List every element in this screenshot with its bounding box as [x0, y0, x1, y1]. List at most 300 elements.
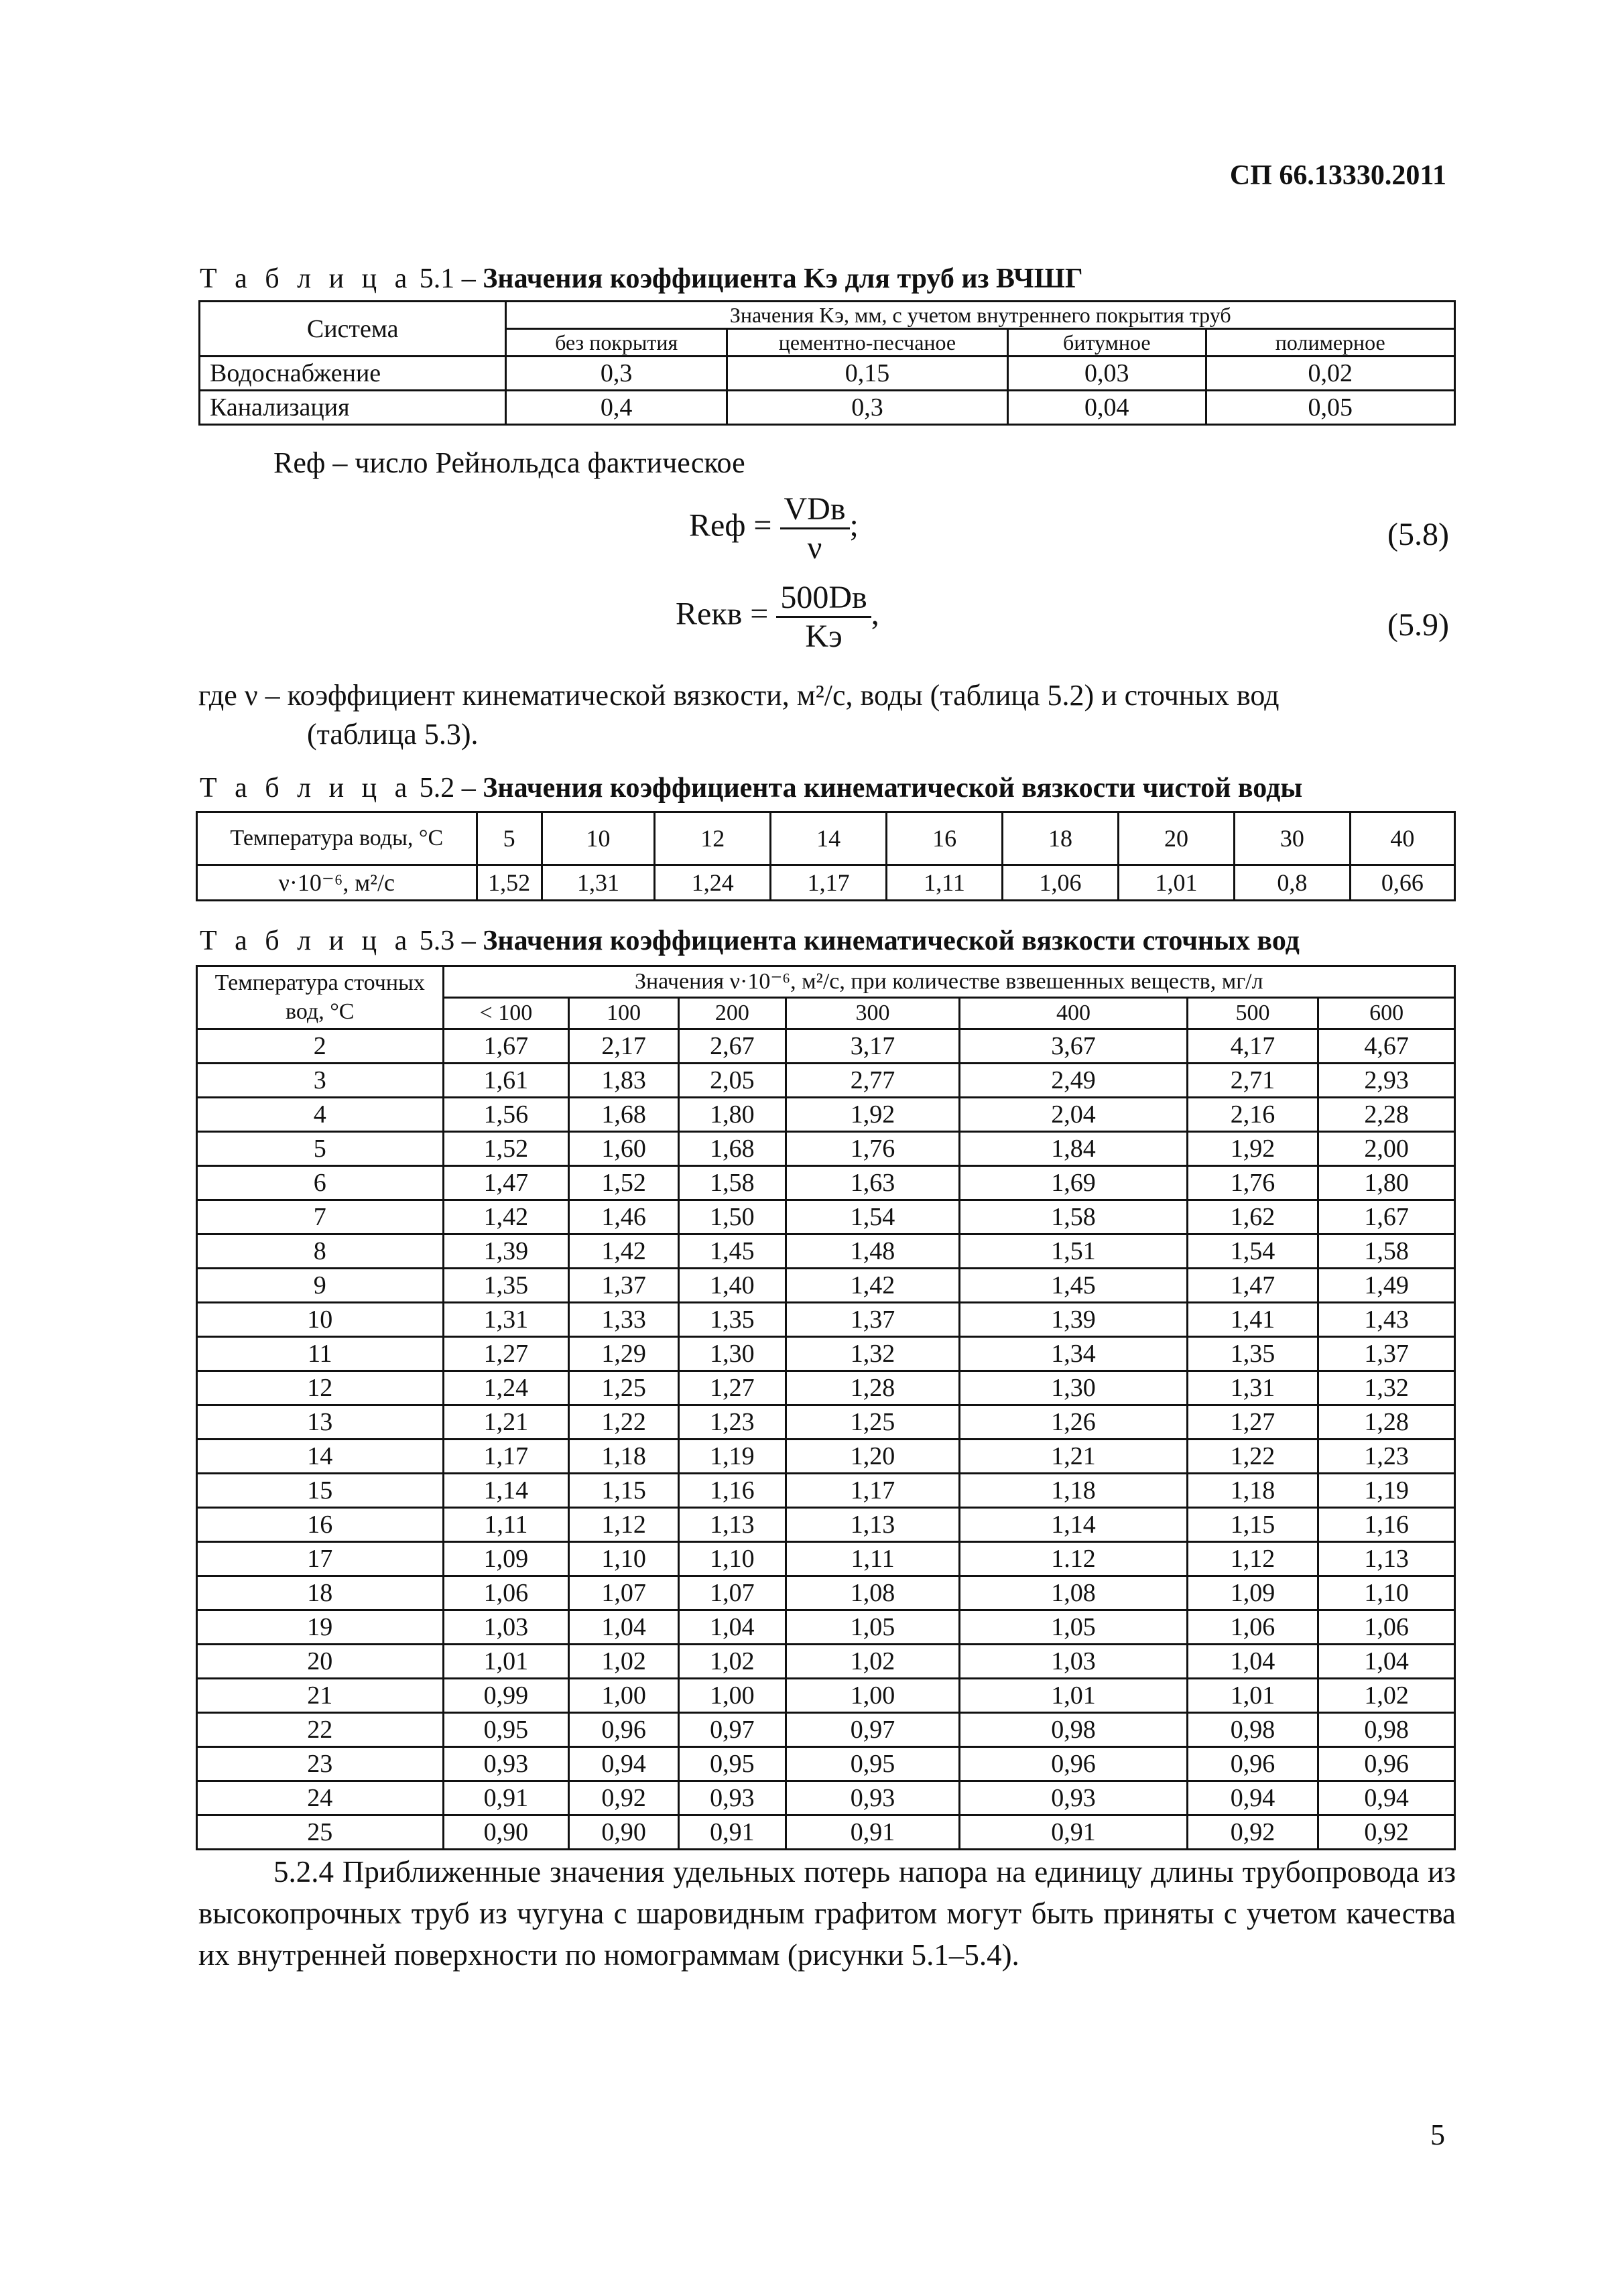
row-temperature: 23 — [197, 1747, 444, 1781]
caption-title: Значения коэффициента кинематической вязкости сточных вод — [483, 926, 1300, 956]
cell: 1,32 — [786, 1337, 960, 1371]
cell: 1,30 — [960, 1371, 1187, 1405]
cell: 1,18 — [1187, 1474, 1318, 1508]
cell: 1,22 — [569, 1405, 679, 1440]
cell: 0,93 — [679, 1781, 786, 1815]
caption-prefix: Т а б л и ц а — [200, 926, 413, 956]
cell: 0,95 — [786, 1747, 960, 1781]
cell: 1,19 — [1318, 1474, 1455, 1508]
cell: 0,93 — [786, 1781, 960, 1815]
value-cell: 1,11 — [887, 865, 1003, 901]
cell: 1,60 — [569, 1132, 679, 1166]
table-row — [197, 1645, 1455, 1679]
cell: 0,92 — [1187, 1815, 1318, 1850]
subheader: 400 — [960, 998, 1187, 1029]
where-line-2: (таблица 5.3). — [307, 718, 479, 751]
table-row — [197, 1747, 1455, 1781]
cell: 0,91 — [443, 1781, 569, 1815]
value-cell: 0,66 — [1350, 865, 1454, 901]
cell: 1,19 — [679, 1440, 786, 1474]
table-row — [197, 1474, 1455, 1508]
row-temperature: 6 — [197, 1166, 444, 1200]
cell: 1,10 — [679, 1542, 786, 1576]
cell: 1,50 — [679, 1200, 786, 1234]
cell: 1,54 — [1187, 1234, 1318, 1269]
temp-cell: 20 — [1118, 812, 1234, 865]
cell: 1,35 — [1187, 1337, 1318, 1371]
table-row — [197, 1166, 1455, 1200]
cell: 1,02 — [679, 1645, 786, 1679]
cell: 2,49 — [960, 1064, 1187, 1098]
row-temperature: 3 — [197, 1064, 444, 1098]
formula-5-9-label: (5.9) — [1387, 607, 1449, 643]
cell: 0,95 — [679, 1747, 786, 1781]
cell: 1,35 — [679, 1303, 786, 1337]
cell: 1,80 — [679, 1098, 786, 1132]
formula-lhs: Reф = — [689, 507, 772, 544]
value-cell: 1,24 — [655, 865, 771, 901]
cell: 1,23 — [679, 1405, 786, 1440]
cell: 2,71 — [1187, 1064, 1318, 1098]
table-row — [197, 1303, 1455, 1337]
cell: 1,13 — [1318, 1542, 1455, 1576]
cell: 1,76 — [1187, 1166, 1318, 1200]
cell: 0,94 — [1318, 1781, 1455, 1815]
cell: 1,42 — [569, 1234, 679, 1269]
cell: 3,17 — [786, 1029, 960, 1064]
caption-number: 5.3 – — [419, 926, 476, 956]
temp-cell: 16 — [887, 812, 1003, 865]
cell: 1,22 — [1187, 1440, 1318, 1474]
cell: 1,12 — [569, 1508, 679, 1542]
cell: 1,21 — [960, 1440, 1187, 1474]
subheader: 100 — [569, 998, 679, 1029]
cell: 0,95 — [443, 1713, 569, 1747]
cell: 4,67 — [1318, 1029, 1455, 1064]
subheader: 200 — [679, 998, 786, 1029]
table-row — [197, 1815, 1455, 1850]
cell: 1,15 — [1187, 1508, 1318, 1542]
reynolds-definition: Reф – число Рейнольдса фактическое — [273, 446, 745, 479]
row-temperature: 15 — [197, 1474, 444, 1508]
cell: 1,11 — [443, 1508, 569, 1542]
row-temperature: 17 — [197, 1542, 444, 1576]
cell: 1,14 — [443, 1474, 569, 1508]
fraction — [776, 579, 871, 655]
table-row — [197, 865, 1455, 901]
cell: 0,98 — [1187, 1713, 1318, 1747]
row-temperature: 13 — [197, 1405, 444, 1440]
cell: 3,67 — [960, 1029, 1187, 1064]
table2-caption — [200, 772, 1302, 804]
cell: 4,17 — [1187, 1029, 1318, 1064]
row-temperature: 18 — [197, 1576, 444, 1610]
cell: 1,30 — [679, 1337, 786, 1371]
cell: 1,42 — [786, 1269, 960, 1303]
cell: 1,02 — [569, 1645, 679, 1679]
temp-cell: 10 — [542, 812, 655, 865]
cell: 2,04 — [960, 1098, 1187, 1132]
col-header-system: Система — [200, 302, 506, 357]
subheader: 500 — [1187, 998, 1318, 1029]
cell: 1,76 — [786, 1132, 960, 1166]
cell: 1,35 — [443, 1269, 569, 1303]
cell: 1,67 — [443, 1029, 569, 1064]
cell: 1,17 — [786, 1474, 960, 1508]
cell: 1,24 — [443, 1371, 569, 1405]
cell: 0,05 — [1206, 391, 1454, 425]
cell: 1,18 — [569, 1440, 679, 1474]
cell: 2,00 — [1318, 1132, 1455, 1166]
cell: 1,68 — [679, 1132, 786, 1166]
cell: 0,15 — [727, 357, 1007, 391]
cell: 1,58 — [1318, 1234, 1455, 1269]
row-temperature: 24 — [197, 1781, 444, 1815]
cell: 1,06 — [1318, 1610, 1455, 1645]
cell: 1,23 — [1318, 1440, 1455, 1474]
table-row — [197, 1440, 1455, 1474]
cell: 1,29 — [569, 1337, 679, 1371]
table-row — [197, 1405, 1455, 1440]
cell: 1,16 — [1318, 1508, 1455, 1542]
cell: 1,51 — [960, 1234, 1187, 1269]
table-row — [197, 1679, 1455, 1713]
cell: 1,13 — [786, 1508, 960, 1542]
temp-cell: 30 — [1234, 812, 1350, 865]
cell: 1,04 — [569, 1610, 679, 1645]
row-temperature: 12 — [197, 1371, 444, 1405]
row-temperature: 22 — [197, 1713, 444, 1747]
denominator: ν — [807, 530, 822, 566]
cell: 2,67 — [679, 1029, 786, 1064]
table-row — [197, 1508, 1455, 1542]
where-line-1: где ν – коэффициент кинематической вязкости, м²/с, воды (таблица 5.2) и сточных вод — [198, 679, 1280, 712]
cell: 2,17 — [569, 1029, 679, 1064]
table-row — [197, 1781, 1455, 1815]
cell: 1,02 — [786, 1645, 960, 1679]
row-temperature: 21 — [197, 1679, 444, 1713]
cell: 1,52 — [443, 1132, 569, 1166]
row-temperature: 4 — [197, 1098, 444, 1132]
cell: 1,37 — [569, 1269, 679, 1303]
cell: 1,62 — [1187, 1200, 1318, 1234]
value-cell: 1,31 — [542, 865, 655, 901]
formula-5-8-label: (5.8) — [1387, 517, 1449, 552]
row-temperature: 11 — [197, 1337, 444, 1371]
cell: 1,09 — [443, 1542, 569, 1576]
table-row — [197, 1132, 1455, 1166]
cell: 1,27 — [1187, 1405, 1318, 1440]
cell: 1,56 — [443, 1098, 569, 1132]
page-number: 5 — [1430, 2118, 1445, 2151]
row-label: Канализация — [200, 391, 506, 425]
cell: 1,47 — [443, 1166, 569, 1200]
group-header: Значения Kэ, мм, с учетом внутреннего покрытия труб — [506, 302, 1455, 329]
cell: 0,91 — [960, 1815, 1187, 1850]
cell: 1,41 — [1187, 1303, 1318, 1337]
subheader: 300 — [786, 998, 960, 1029]
row-temperature: 2 — [197, 1029, 444, 1064]
cell: 1,10 — [1318, 1576, 1455, 1610]
row-temperature: 5 — [197, 1132, 444, 1166]
formula-punct: , — [871, 596, 879, 632]
cell: 1,00 — [679, 1679, 786, 1713]
table-row — [197, 1576, 1455, 1610]
cell: 0,96 — [1187, 1747, 1318, 1781]
cell: 1,45 — [960, 1269, 1187, 1303]
cell: 1,13 — [679, 1508, 786, 1542]
cell: 1,83 — [569, 1064, 679, 1098]
cell: 1,07 — [569, 1576, 679, 1610]
cell: 0,94 — [569, 1747, 679, 1781]
cell: 0,98 — [1318, 1713, 1455, 1747]
group-header: Значения ν·10⁻⁶, м²/с, при количестве взвешенных веществ, мг/л — [443, 966, 1454, 998]
paragraph-5-2-4: 5.2.4 Приближенные значения удельных потерь напора на единицу длины трубопровода из высокопрочных труб из чугуна с шаровидным графитом могут быть приняты с учетом качества их внутренней поверхности по номограммам (рисунки 5.1–5.4). — [198, 1855, 1456, 1972]
table-row — [197, 1610, 1455, 1645]
cell: 1,17 — [443, 1440, 569, 1474]
cell: 1,03 — [443, 1610, 569, 1645]
cell: 1,07 — [679, 1576, 786, 1610]
cell: 0,96 — [569, 1713, 679, 1747]
row-header-viscosity: ν·10⁻⁶, м²/с — [197, 865, 477, 901]
cell: 1,00 — [569, 1679, 679, 1713]
cell: 1,92 — [786, 1098, 960, 1132]
cell: 2,93 — [1318, 1064, 1455, 1098]
cell: 1,05 — [786, 1610, 960, 1645]
table-row — [197, 1064, 1455, 1098]
table-row — [197, 1098, 1455, 1132]
cell: 0,3 — [727, 391, 1007, 425]
cell: 1,20 — [786, 1440, 960, 1474]
value-cell: 1,17 — [771, 865, 887, 901]
cell: 1,02 — [1318, 1679, 1455, 1713]
cell: 0,04 — [1008, 391, 1206, 425]
cell: 1,11 — [786, 1542, 960, 1576]
row-temperature: 8 — [197, 1234, 444, 1269]
value-cell: 1,06 — [1003, 865, 1119, 901]
cell: 0,97 — [679, 1713, 786, 1747]
cell: 0,96 — [960, 1747, 1187, 1781]
cell: 0,93 — [443, 1747, 569, 1781]
cell: 1,58 — [960, 1200, 1187, 1234]
formula-lhs: Reкв = — [676, 596, 769, 632]
cell: 1,06 — [1187, 1610, 1318, 1645]
cell: 1,31 — [443, 1303, 569, 1337]
table-row — [197, 812, 1455, 865]
formula-5-9 — [676, 579, 879, 655]
cell: 1,39 — [960, 1303, 1187, 1337]
cell: 1,49 — [1318, 1269, 1455, 1303]
caption-number: 5.2 – — [419, 773, 476, 804]
temp-cell: 14 — [771, 812, 887, 865]
cell: 1,26 — [960, 1405, 1187, 1440]
cell: 1,48 — [786, 1234, 960, 1269]
cell: 1,06 — [443, 1576, 569, 1610]
cell: 1,32 — [1318, 1371, 1455, 1405]
table1-caption — [200, 263, 1083, 295]
cell: 1,27 — [679, 1371, 786, 1405]
table-5-1 — [198, 300, 1456, 426]
table-row — [197, 1200, 1455, 1234]
cell: 0,97 — [786, 1713, 960, 1747]
cell: 1,04 — [1187, 1645, 1318, 1679]
document-code: СП 66.13330.2011 — [1229, 160, 1446, 191]
cell: 1,84 — [960, 1132, 1187, 1166]
cell: 0,98 — [960, 1713, 1187, 1747]
subheader: без покрытия — [506, 329, 727, 357]
cell: 2,16 — [1187, 1098, 1318, 1132]
temp-cell: 18 — [1003, 812, 1119, 865]
table-row — [197, 1542, 1455, 1576]
value-cell: 0,8 — [1234, 865, 1350, 901]
temp-cell: 5 — [477, 812, 542, 865]
table-5-3 — [196, 965, 1456, 1850]
cell: 1,05 — [960, 1610, 1187, 1645]
formula-punct: ; — [849, 507, 859, 544]
cell: 2,28 — [1318, 1098, 1455, 1132]
cell: 1,15 — [569, 1474, 679, 1508]
cell: 0,94 — [1187, 1781, 1318, 1815]
cell: 1,52 — [569, 1166, 679, 1200]
caption-title: Значения коэффициента кинематической вязкости чистой воды — [483, 773, 1303, 804]
table-row — [197, 1029, 1455, 1064]
cell: 1,63 — [786, 1166, 960, 1200]
row-temperature: 14 — [197, 1440, 444, 1474]
table3-caption — [200, 925, 1300, 957]
formula-5-8 — [689, 491, 859, 566]
cell: 1,37 — [1318, 1337, 1455, 1371]
cell: 1,28 — [786, 1371, 960, 1405]
cell: 1,58 — [679, 1166, 786, 1200]
value-cell: 1,52 — [477, 865, 542, 901]
fraction — [780, 491, 850, 566]
subheader: битумное — [1008, 329, 1206, 357]
cell: 0,92 — [569, 1781, 679, 1815]
cell: 1,09 — [1187, 1576, 1318, 1610]
table-row — [200, 391, 1455, 425]
cell: 1,40 — [679, 1269, 786, 1303]
cell: 1,12 — [1187, 1542, 1318, 1576]
cell: 1,25 — [786, 1405, 960, 1440]
numerator: 500Dв — [776, 579, 871, 618]
cell: 1,14 — [960, 1508, 1187, 1542]
cell: 1,45 — [679, 1234, 786, 1269]
cell: 1,28 — [1318, 1405, 1455, 1440]
cell: 1,27 — [443, 1337, 569, 1371]
cell: 0,96 — [1318, 1747, 1455, 1781]
temp-cell: 12 — [655, 812, 771, 865]
cell: 1,01 — [1187, 1679, 1318, 1713]
cell: 1,21 — [443, 1405, 569, 1440]
cell: 1,42 — [443, 1200, 569, 1234]
caption-prefix: Т а б л и ц а — [200, 773, 413, 804]
numerator: VDв — [780, 491, 850, 529]
cell: 1,08 — [786, 1576, 960, 1610]
cell: 1,34 — [960, 1337, 1187, 1371]
cell: 1,18 — [960, 1474, 1187, 1508]
cell: 1,10 — [569, 1542, 679, 1576]
cell: 1,68 — [569, 1098, 679, 1132]
cell: 1,04 — [1318, 1645, 1455, 1679]
cell: 0,99 — [443, 1679, 569, 1713]
value-cell: 1,01 — [1118, 865, 1234, 901]
cell: 1.12 — [960, 1542, 1187, 1576]
cell: 0,03 — [1008, 357, 1206, 391]
cell: 0,4 — [506, 391, 727, 425]
table-row — [197, 1337, 1455, 1371]
denominator: Kэ — [805, 619, 843, 654]
cell: 2,05 — [679, 1064, 786, 1098]
cell: 1,33 — [569, 1303, 679, 1337]
table-5-2 — [196, 811, 1456, 901]
row-temperature: 25 — [197, 1815, 444, 1850]
cell: 0,91 — [786, 1815, 960, 1850]
caption-prefix: Т а б л и ц а — [200, 263, 413, 294]
cell: 1,01 — [960, 1679, 1187, 1713]
temp-cell: 40 — [1350, 812, 1454, 865]
row-temperature: 16 — [197, 1508, 444, 1542]
table-row — [197, 1234, 1455, 1269]
table-row — [197, 1269, 1455, 1303]
row-temperature: 19 — [197, 1610, 444, 1645]
cell: 1,46 — [569, 1200, 679, 1234]
row-temperature: 9 — [197, 1269, 444, 1303]
cell: 2,77 — [786, 1064, 960, 1098]
cell: 1,92 — [1187, 1132, 1318, 1166]
cell: 1,69 — [960, 1166, 1187, 1200]
cell: 1,04 — [679, 1610, 786, 1645]
subheader: полимерное — [1206, 329, 1454, 357]
row-temperature: 10 — [197, 1303, 444, 1337]
cell: 0,93 — [960, 1781, 1187, 1815]
cell: 0,90 — [569, 1815, 679, 1850]
table-row — [200, 357, 1455, 391]
cell: 1,37 — [786, 1303, 960, 1337]
cell: 1,00 — [786, 1679, 960, 1713]
cell: 1,54 — [786, 1200, 960, 1234]
cell: 1,16 — [679, 1474, 786, 1508]
cell: 1,08 — [960, 1576, 1187, 1610]
row-header-temperature: Температура воды, °С — [197, 812, 477, 865]
col-header-temperature: Температура сточных вод, °С — [197, 966, 444, 1029]
cell: 0,90 — [443, 1815, 569, 1850]
subheader: < 100 — [443, 998, 569, 1029]
row-temperature: 20 — [197, 1645, 444, 1679]
cell: 1,61 — [443, 1064, 569, 1098]
cell: 1,67 — [1318, 1200, 1455, 1234]
cell: 1,31 — [1187, 1371, 1318, 1405]
cell: 0,3 — [506, 357, 727, 391]
cell: 1,39 — [443, 1234, 569, 1269]
table-row — [197, 1713, 1455, 1747]
cell: 1,80 — [1318, 1166, 1455, 1200]
cell: 0,02 — [1206, 357, 1454, 391]
row-temperature: 7 — [197, 1200, 444, 1234]
caption-title: Значения коэффициента Kэ для труб из ВЧШГ — [483, 263, 1083, 294]
row-label: Водоснабжение — [200, 357, 506, 391]
cell: 1,03 — [960, 1645, 1187, 1679]
cell: 1,43 — [1318, 1303, 1455, 1337]
cell: 0,92 — [1318, 1815, 1455, 1850]
caption-number: 5.1 – — [419, 263, 476, 294]
cell: 1,01 — [443, 1645, 569, 1679]
cell: 0,91 — [679, 1815, 786, 1850]
subheader: цементно-песчаное — [727, 329, 1007, 357]
subheader: 600 — [1318, 998, 1455, 1029]
table-row — [197, 1371, 1455, 1405]
cell: 1,25 — [569, 1371, 679, 1405]
cell: 1,47 — [1187, 1269, 1318, 1303]
